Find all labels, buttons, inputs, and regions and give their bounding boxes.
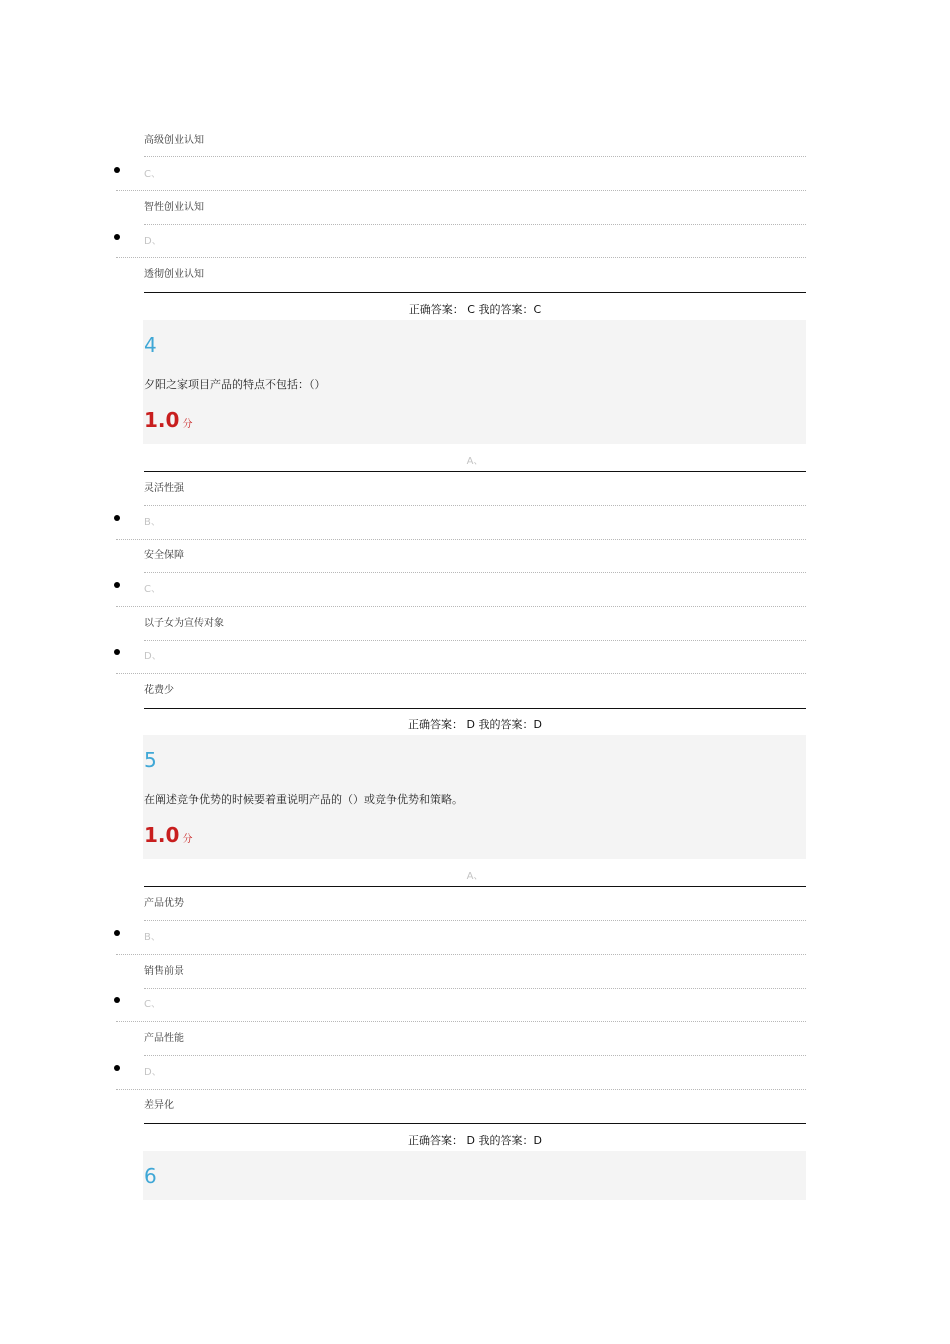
q4-option-a-letter[interactable]: A、 — [466, 456, 484, 467]
q5-option-c-letter[interactable]: C、 — [144, 999, 161, 1010]
q3-option-d-letter[interactable]: D、 — [144, 236, 162, 247]
q5-option-d-text: 差异化 — [144, 1100, 174, 1111]
q3-option-b-text: 高级创业认知 — [144, 135, 204, 146]
question-number: 6 — [144, 1164, 157, 1188]
answer-separator — [144, 1123, 806, 1124]
divider — [116, 539, 806, 540]
divider — [116, 673, 806, 674]
score-value: 1.0 — [144, 408, 180, 432]
q4-option-a-text: 灵活性强 — [144, 483, 184, 494]
q5-option-a-letter[interactable]: A、 — [466, 871, 484, 882]
q5-answer: 正确答案： D 我的答案：D — [408, 1134, 542, 1147]
question-number: 5 — [144, 748, 157, 772]
bullet-icon — [114, 1065, 120, 1071]
q3-answer: 正确答案： C 我的答案：C — [408, 303, 542, 316]
q3-option-d-text: 透彻创业认知 — [144, 269, 204, 280]
divider — [116, 1089, 806, 1090]
divider — [116, 1021, 806, 1022]
q4-option-c-text: 以子女为宣传对象 — [144, 618, 224, 629]
q3-option-c-text: 智性创业认知 — [144, 202, 204, 213]
bullet-icon — [114, 997, 120, 1003]
bullet-icon — [114, 582, 120, 588]
bullet-icon — [114, 167, 120, 173]
options-separator — [144, 471, 806, 472]
divider — [144, 505, 806, 506]
divider — [116, 190, 806, 191]
bullet-icon — [114, 930, 120, 936]
question-text: 在阐述竞争优势的时候要着重说明产品的（）或竞争优势和策略。 — [144, 793, 463, 806]
divider — [144, 224, 806, 225]
q5-option-c-text: 产品性能 — [144, 1033, 184, 1044]
q4-option-d-letter[interactable]: D、 — [144, 651, 162, 662]
question-text: 夕阳之家项目产品的特点不包括：（） — [144, 378, 326, 391]
question-5-header — [143, 735, 806, 859]
divider — [144, 640, 806, 641]
q5-option-a-text: 产品优势 — [144, 898, 184, 909]
options-separator — [144, 886, 806, 887]
divider — [144, 156, 806, 157]
divider — [116, 954, 806, 955]
question-6-header — [143, 1151, 806, 1200]
q4-option-b-letter[interactable]: B、 — [144, 517, 161, 528]
q4-answer: 正确答案： D 我的答案：D — [408, 718, 542, 731]
q5-option-b-letter[interactable]: B、 — [144, 932, 161, 943]
q4-option-c-letter[interactable]: C、 — [144, 584, 161, 595]
q5-option-b-text: 销售前景 — [144, 966, 184, 977]
score-unit: 分 — [182, 419, 193, 430]
answer-separator — [144, 292, 806, 293]
divider — [144, 572, 806, 573]
bullet-icon — [114, 515, 120, 521]
q4-option-b-text: 安全保障 — [144, 550, 184, 561]
bullet-icon — [114, 234, 120, 240]
bullet-icon — [114, 649, 120, 655]
divider — [144, 1055, 806, 1056]
question-score — [144, 408, 192, 432]
divider — [144, 920, 806, 921]
answer-separator — [144, 708, 806, 709]
divider — [116, 257, 806, 258]
q4-option-d-text: 花费少 — [144, 685, 174, 696]
q5-option-d-letter[interactable]: D、 — [144, 1067, 162, 1078]
q3-option-c-letter[interactable]: C、 — [144, 169, 161, 180]
question-4-header — [143, 320, 806, 444]
question-score — [144, 823, 192, 847]
score-value: 1.0 — [144, 823, 180, 847]
score-unit: 分 — [182, 834, 193, 845]
divider — [116, 606, 806, 607]
question-number: 4 — [144, 333, 157, 357]
divider — [144, 988, 806, 989]
